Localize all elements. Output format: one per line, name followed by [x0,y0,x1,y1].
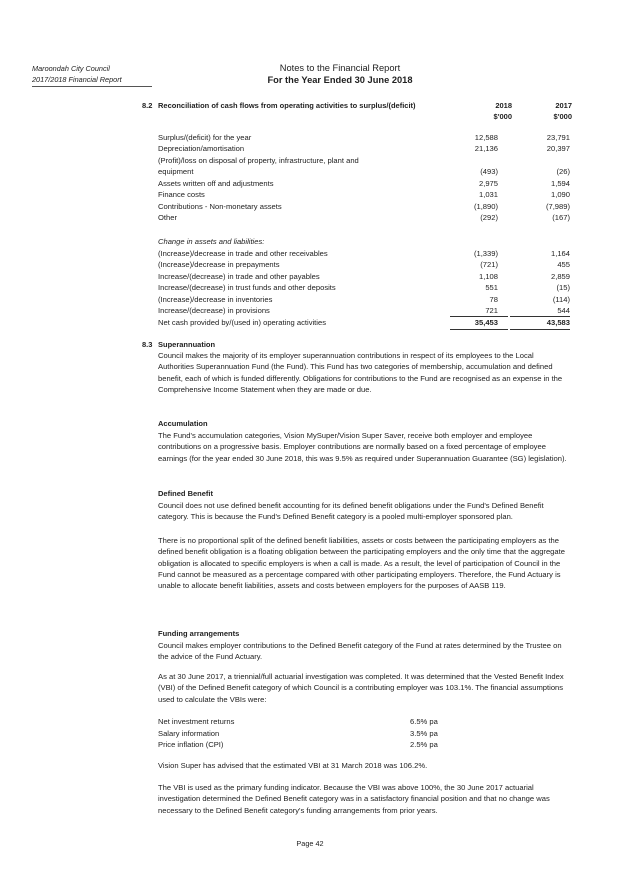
section-8-3-number: 8.3 [142,340,153,349]
funding-text-2: As at 30 June 2017, a triennial/full actuarial investigation was completed. It was determined that the Vested Benefit Index (VBI) of the Defined Benefit category of which Council is a contributing employer was 103.1%. The financial assumptions used to calculate the VBIs were: [158,672,564,704]
assumption-value: 3.5% pa [410,729,438,738]
assumption-row [158,716,458,727]
superannuation-intro: Council makes the majority of its employer superannuation contributions in respect of its employees to the Local Authorities Superannuation Fund (the Fund). This Fund has two categories of membership, accumulation and defined benefit, each of which is funded differently. Obligations for contributions to the Fund are recognised as an expense in the Comprehensive Income Statement when they are made or due. [158,351,563,394]
value-2018: (721) [480,260,498,269]
accumulation-text: The Fund's accumulation categories, Vision MySuper/Vision Super Saver, receive both employer and employee contributions on a progressive basis. Employer contributions are normally based on a fixed percentage of employee earnings (for the year ended 30 June 2018, this was 9.5% as required under Superannuation Guarantee (SG) legislation). [158,431,567,463]
total-2017: 43,583 [546,318,570,327]
header-divider [32,86,152,87]
total-2018: 35,453 [474,318,498,327]
value-2017: (15) [556,283,570,292]
row-label: Increase/(decrease) in trust funds and other deposits [158,283,336,292]
vbi-text: Vision Super has advised that the estimated VBI at 31 March 2018 was 106.2%. [158,761,428,770]
value-2018: 21,136 [474,144,498,153]
value-2018: 78 [489,295,498,304]
assumption-label: Net investment returns [158,717,235,726]
value-2018: 721 [485,306,498,315]
value-2017: (7,989) [545,202,570,211]
col-2017-unit: $'000 [553,112,572,121]
table-row [158,305,570,316]
assumption-value: 6.5% pa [410,717,438,726]
table-row [158,212,570,223]
changes-heading-label: Change in assets and liabilities: [158,237,265,246]
table-row [158,189,570,200]
value-2017: 1,164 [550,249,570,258]
col-2017-year: 2017 [555,101,572,110]
value-2017: 23,791 [546,133,570,142]
accumulation-heading: Accumulation [158,419,208,428]
value-2018: (493) [480,167,498,176]
assumption-row [158,728,458,739]
col-2018-year: 2018 [495,101,512,110]
assumption-label: Salary information [158,729,220,738]
value-2017: 20,397 [546,144,570,153]
value-2018: (292) [480,213,498,222]
funding-text-1: Council makes employer contributions to the Defined Benefit category of the Fund at rates determined by the Trustee on the advice of the Fund Actuary. [158,641,562,662]
table-row [158,259,570,270]
report-name: 2017/2018 Financial Report [32,75,122,84]
page-subtitle: For the Year Ended 30 June 2018 [267,75,413,85]
defined-benefit-text-1: Council does not use defined benefit accounting for its defined benefit obligations under the Fund's Defined Benefit category. This is because the Fund's Defined Benefit category is a pooled multi-employer sponsored plan. [158,501,544,522]
row-label: Assets written off and adjustments [158,179,274,188]
row-label: Depreciation/amortisation [158,144,245,153]
vbi-text-2: The VBI is used as the primary funding indicator. Because the VBI was above 100%, the 30 June 2017 actuarial investigation determined the Defined Benefit category was in a satisfactory financial position and that no change was necessary to the Defined Benefit category's funding arrangements from prior years. [158,783,550,815]
section-8-2-number: 8.2 [142,101,153,110]
table-row [158,294,570,305]
changes-heading [158,236,570,247]
table-row [158,248,570,259]
table-row [158,178,570,189]
row-label: Other [158,213,177,222]
defined-benefit-heading: Defined Benefit [158,489,214,498]
total-double-rule-2017 [510,329,570,330]
row-label: Surplus/(deficit) for the year [158,133,252,142]
row-label: (Increase)/decrease in trade and other receivables [158,249,328,258]
table-row [158,155,570,166]
value-2017: (114) [552,295,570,304]
section-8-3-title: Superannuation [158,340,216,349]
table-row [158,166,570,177]
council-name: Maroondah City Council [32,64,110,73]
row-label: Contributions - Non-monetary assets [158,202,282,211]
value-2017: 455 [557,260,570,269]
section-8-2-title: Reconciliation of cash flows from operating activities to surplus/(deficit) [158,101,416,110]
value-2017: (26) [556,167,570,176]
value-2018: 1,031 [478,190,498,199]
funding-heading: Funding arrangements [158,629,240,638]
value-2018: 12,588 [474,133,498,142]
assumption-value: 2.5% pa [410,740,438,749]
value-2017: (167) [552,213,570,222]
value-2017: 544 [557,306,570,315]
value-2018: (1,339) [473,249,498,258]
value-2017: 2,859 [550,272,570,281]
defined-benefit-text-2: There is no proportional split of the defined benefit liabilities, assets or costs between the participating employers as the defined benefit obligation is a floating obligation between the participating employers and the only time that the aggregate obligation is allocated to specific employers is when a call is made. As a result, the level of participation of Council in the Fund cannot be measured as a percentage compared with other participating employers. Therefore, the Fund Actuary is unable to allocate benefit liabilities, assets and costs between employers for the purposes of AASB 119. [158,536,565,591]
row-label: (Increase)/decrease in prepayments [158,260,280,269]
page-number: Page 42 [296,839,324,848]
table-row [158,132,570,143]
total-row [158,317,570,328]
assumption-label: Price inflation (CPI) [158,740,224,749]
value-2018: 1,108 [478,272,498,281]
page-title: Notes to the Financial Report [279,63,401,73]
value-2018: 551 [485,283,498,292]
row-label: Increase/(decrease) in trade and other payables [158,272,320,281]
table-row [158,271,570,282]
table-row [158,201,570,212]
value-2018: (1,890) [473,202,498,211]
col-2018-unit: $'000 [493,112,512,121]
row-label: Finance costs [158,190,205,199]
row-label: (Profit)/loss on disposal of property, infrastructure, plant and [158,156,359,165]
table-row [158,143,570,154]
value-2017: 1,594 [550,179,570,188]
row-label: (Increase)/decrease in inventories [158,295,273,304]
assumption-row [158,739,458,750]
row-label: Increase/(decrease) in provisions [158,306,270,315]
total-label: Net cash provided by/(used in) operating activities [158,318,326,327]
row-label: equipment [158,167,194,176]
value-2018: 2,975 [478,179,498,188]
table-row [158,282,570,293]
total-double-rule-2018 [450,329,508,330]
value-2017: 1,090 [550,190,570,199]
